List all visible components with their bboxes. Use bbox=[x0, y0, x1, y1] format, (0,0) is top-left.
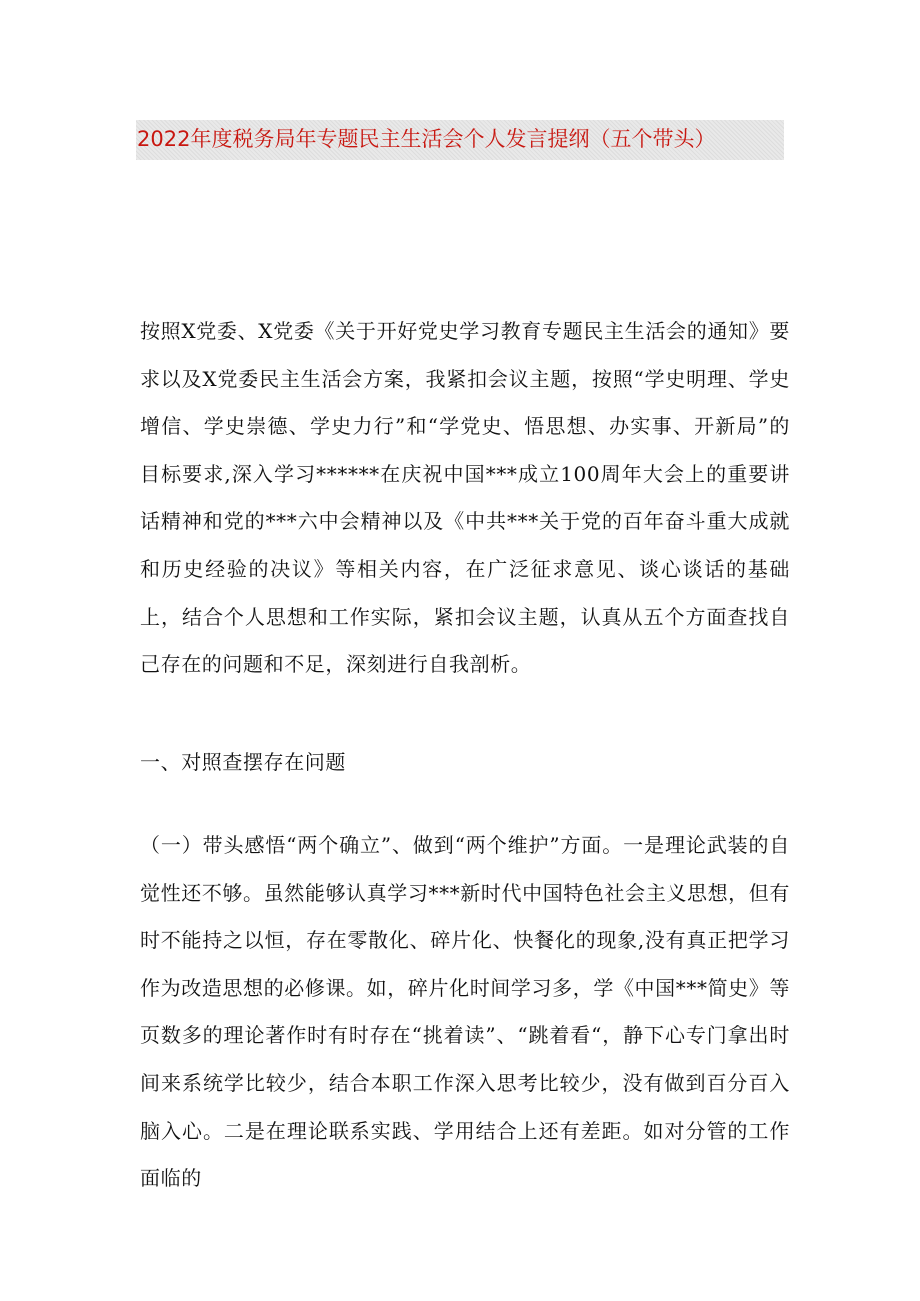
section-heading: 一、对照查摆存在问题 bbox=[140, 750, 346, 774]
section-paragraph: （一）带头感悟“两个确立”、做到“两个维护”方面。一是理论武装的自觉性还不够。虽然能够认真学习***新时代中国特色社会主义思想，但有时不能持之以恒，存在零散化、碎片化、快餐化的现象,没有真正把学习作为改造思想的必修课。如，碎片化时间学习多，学《中国***简史》等页数多的理论著作时有时存在“挑着读”、“跳着看“，静下心专门拿出时间来系统学比较少，结合本职工作深入思考比较少，没有做到百分百入脑入心。二是在理论联系实践、学用结合上还有差距。如对分管的工作面临的 bbox=[140, 833, 790, 1191]
document-title: 2022年度税务局年专题民主生活会个人发言提纲（五个带头） bbox=[137, 127, 716, 151]
intro-paragraph: 按照X党委、X党委《关于开好党史学习教育专题民主生活会的通知》要求以及X党委民主生活会方案，我紧扣会议主题，按照“学史明理、学史增信、学史崇德、学史力行”和“学党史、悟思想、办实事、开新局”的目标要求,深入学习******在庆祝中国***成立100周年大会上的重要讲话精神和党的***六中会精神以及《中共***关于党的百年奋斗重大成就和历史经验的决议》等相关内容，在广泛征求意见、谈心谈话的基础上，结合个人思想和工作实际，紧扣会议主题，认真从五个方面查找自己存在的问题和不足，深刻进行自我剖析。 bbox=[140, 319, 790, 677]
